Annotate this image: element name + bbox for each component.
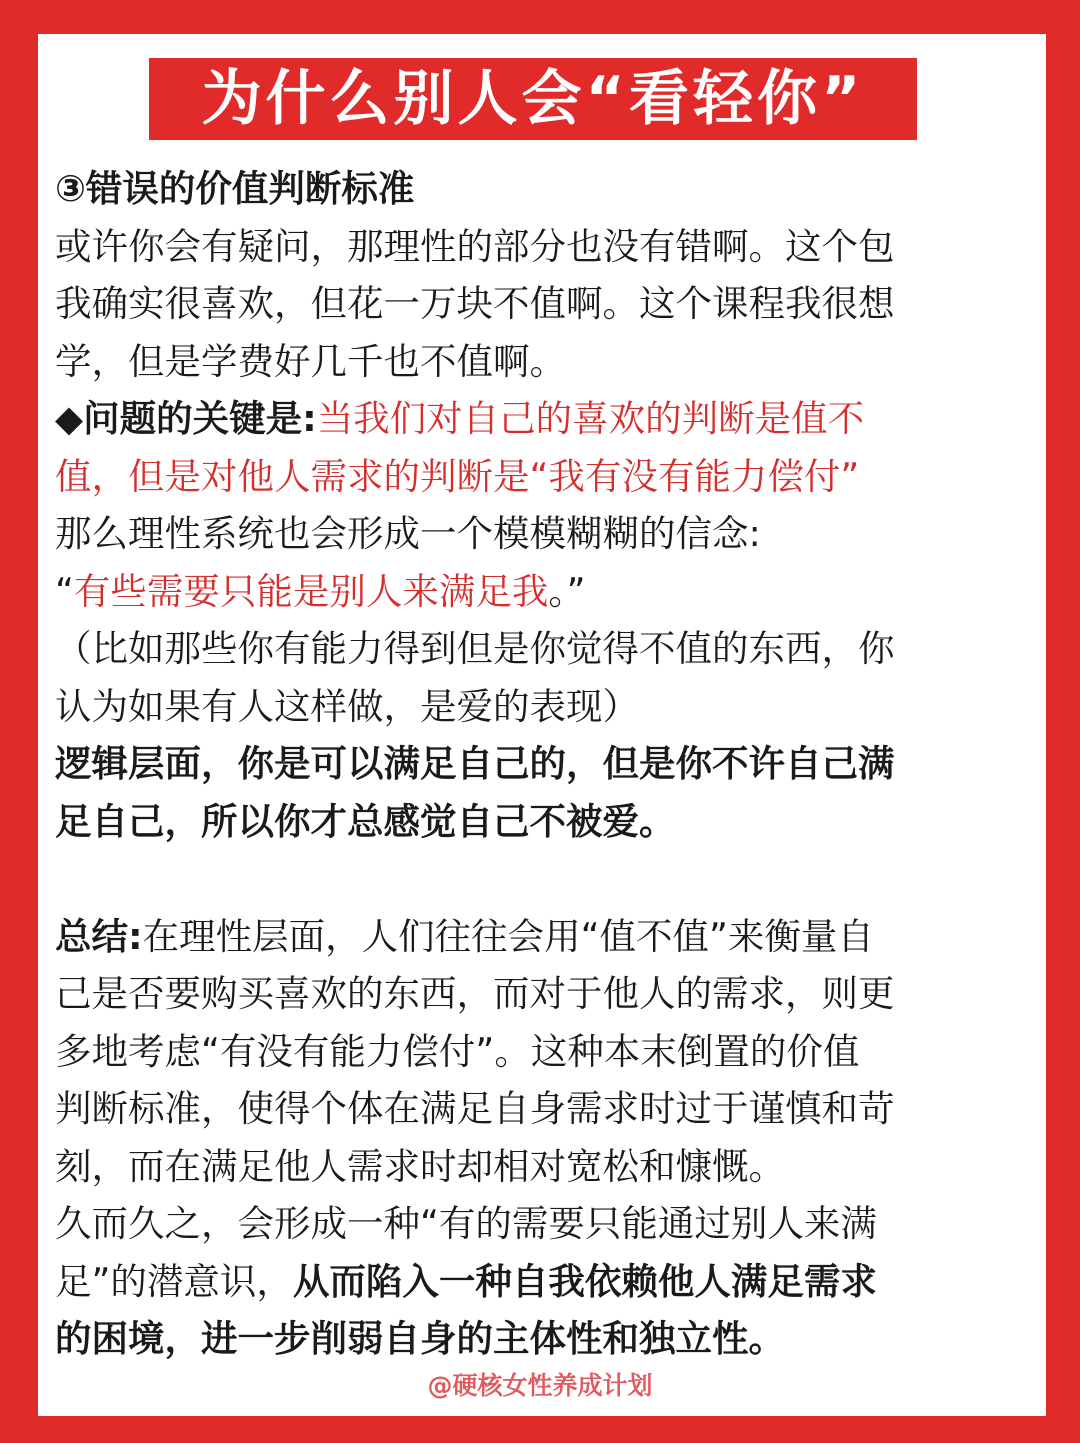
summary-line [55,908,1030,966]
summary-text: 在理性层面，人们往往会用“值不值”来衡量自 [142,914,874,958]
key-point-line [55,390,1030,448]
summary-line: 己是否要购买喜欢的东西，而对于他人的需求，则更 [55,972,895,1015]
summary-line: 刻，而在满足他人需求时却相对宽松和慷慨。 [55,1144,785,1188]
summary-line: 多地考虑“有没有能力偿付”。这种本末倒置的价值 [55,1029,860,1073]
para1-line: 我确实很喜欢，但花一万块不值啊。这个课程我很想 [55,282,895,325]
final-bold-text: 从而陷入一种自我依赖他人满足需求 [292,1259,877,1303]
final-text: 足”的潜意识， [55,1259,293,1303]
blank-line [55,850,1030,908]
para2-line: 那么理性系统也会形成一个模模糊糊的信念: [55,512,761,555]
key-point-label: 问题的关键是: [83,397,317,440]
article-body [55,160,1030,1368]
para1-line: 或许你会有疑问，那理性的部分也没有错啊。这个包 [55,224,895,268]
final-line: 久而久之，会形成一种“有的需要只能通过别人来满 [55,1202,877,1245]
summary-label: 总结: [55,914,143,958]
logic-line: 逻辑层面，你是可以满足自己的，但是你不许自己满 [55,742,895,785]
para1-line: 学，但是学费好几千也不值啊。 [55,339,566,383]
paren-line: （比如那些你有能力得到但是你觉得不值的东西，你 [55,627,895,670]
section-heading: ③错误的价值判断标准 [55,167,415,210]
quote-close: 。” [548,569,586,613]
logic-line: 足自己，所以你才总感觉自己不被爱。 [55,799,676,843]
author-handle: @硬核女性养成计划 [427,1371,653,1400]
key-point-text: 值，但是对他人需求的判断是“我有没有能力偿付” [55,454,860,498]
key-point-text: 当我们对自己的喜欢的判断是值不 [316,397,865,440]
summary-line: 判断标准，使得个体在满足自身需求时过于谨慎和苛 [55,1087,895,1130]
paren-line: 认为如果有人这样做，是爱的表现） [55,684,639,728]
diamond-bullet-icon: ◆ [55,397,84,440]
quote-line [55,563,1030,621]
quote-text: 有些需要只能是别人来满足我 [73,569,549,613]
final-line [55,1253,1030,1311]
page-title: 为什么别人会“看轻你” [149,58,917,140]
final-line: 的困境，进一步削弱自身的主体性和独立性。 [55,1317,785,1360]
quote-open: “ [55,569,74,613]
